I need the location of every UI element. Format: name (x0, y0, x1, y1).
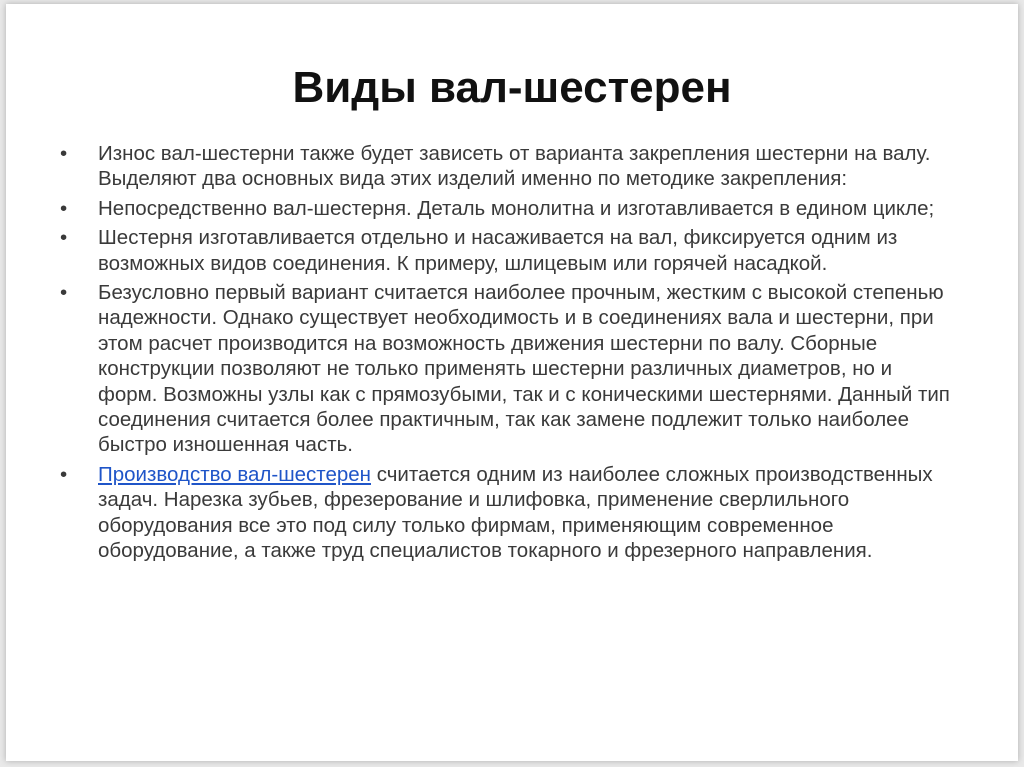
bullet-icon: • (60, 142, 68, 165)
bullet-item (56, 280, 956, 458)
slide-title: Виды вал-шестерен (292, 63, 732, 112)
bullet-text: считается одним из наиболее сложных производственных задач. Нарезка зубьев, фрезерование и шлифовка, применение сверлильного оборудования все это под силу только фирмам, применяющим современное оборудование, а также труд специалистов токарного и фрезерного направления. (98, 462, 933, 563)
bullet-item (56, 141, 956, 192)
bullet-text: Износ вал-шестерни также будет зависеть от варианта закрепления шестерни на валу. Выделяют два основных вида этих изделий именно по методике закрепления: (98, 142, 931, 191)
bullet-text: Непосредственно вал-шестерня. Деталь монолитна и изготавливается в едином цикле; (98, 196, 935, 220)
bullet-text: Шестерня изготавливается отдельно и насаживается на вал, фиксируется одним из возможных видов соединения. К примеру, шлицевым или горячей насадкой. (98, 226, 898, 275)
bullet-icon: • (60, 196, 68, 220)
bullet-icon: • (60, 462, 68, 486)
bullet-icon: • (60, 281, 68, 305)
slide (6, 4, 1018, 761)
bullet-icon: • (60, 226, 68, 250)
production-link[interactable]: Производство вал-шестерен (98, 462, 371, 486)
bullet-text: Безусловно первый вариант считается наиболее прочным, жестким с высокой степенью надежности. Однако существует необходимость и в соединениях вала и шестерни, при этом расчет производится на возможность движения шестерни по валу. Сборные конструкции позволяют не только применять шестерни различных диаметров, но и форм. Возможны узлы как с прямозубыми, так и с коническими шестернями. Данный тип соединения считается более практичным, так как замене подлежит только наиболее быстро изношенная часть. (98, 281, 950, 457)
bullet-item (56, 462, 956, 564)
bullet-item (56, 225, 956, 276)
bullet-item (56, 196, 956, 221)
bullet-list (56, 141, 956, 568)
